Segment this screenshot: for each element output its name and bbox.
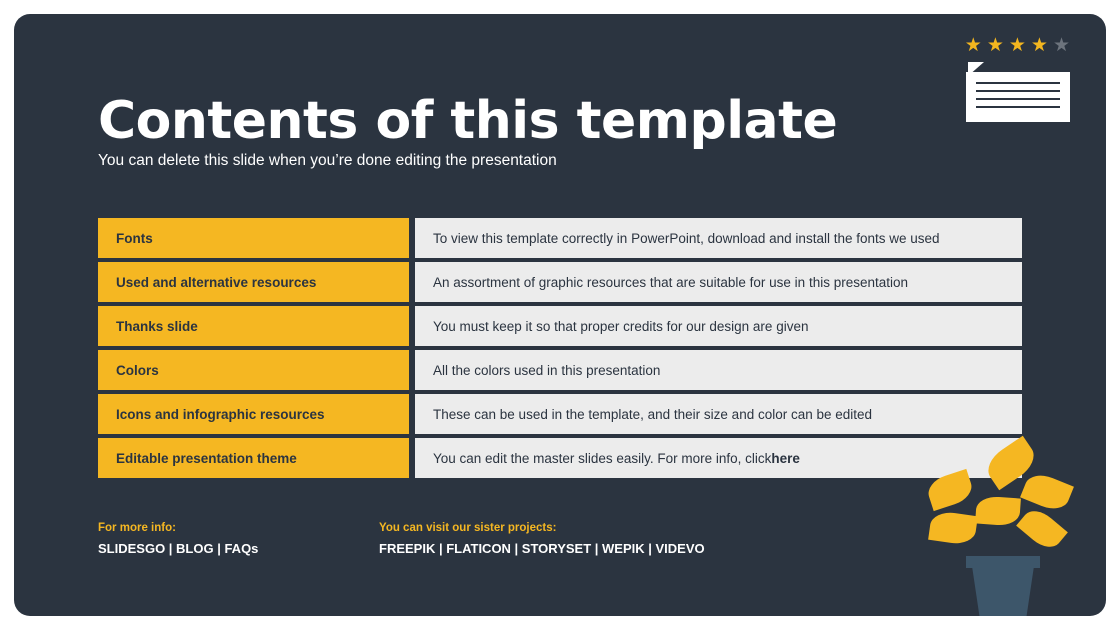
slide-subtitle: You can delete this slide when you’re done editing the presentation — [98, 152, 557, 169]
slide-canvas — [14, 14, 1106, 616]
row-label: Icons and infographic resources — [98, 394, 409, 434]
star-icon: ★ — [1008, 35, 1026, 56]
rating-stars — [965, 36, 1070, 55]
row-label: Colors — [98, 350, 409, 390]
row-description: An assortment of graphic resources that are suitable for use in this presentation — [415, 262, 1022, 302]
footer-left-links[interactable]: SLIDESGO | BLOG | FAQs — [98, 541, 259, 556]
row-label: Thanks slide — [98, 306, 409, 346]
footer-right-links[interactable]: FREEPIK | FLATICON | STORYSET | WEPIK | VIDEVO — [379, 541, 705, 556]
star-icon: ★ — [964, 35, 982, 56]
contents-table — [98, 218, 1022, 482]
footer-right-heading: You can visit our sister projects: — [379, 522, 557, 534]
plant-illustration — [924, 441, 1084, 616]
star-icon-empty: ★ — [1052, 35, 1070, 56]
bubble-line — [976, 98, 1060, 100]
row-label: Editable presentation theme — [98, 438, 409, 478]
row-description: To view this template correctly in PowerPoint, download and install the fonts we used — [415, 218, 1022, 258]
leaf-icon — [928, 510, 978, 546]
footer-left-heading: For more info: — [98, 522, 176, 534]
row-description: You must keep it so that proper credits for our design are given — [415, 306, 1022, 346]
leaf-icon — [975, 495, 1021, 526]
footer-sister-projects — [379, 522, 705, 556]
leaf-icon — [1020, 469, 1074, 514]
row-label: Fonts — [98, 218, 409, 258]
star-icon: ★ — [1030, 35, 1048, 56]
leaf-icon — [924, 469, 975, 511]
bubble-line — [976, 82, 1060, 84]
leaf-icon — [1016, 504, 1068, 554]
table-row — [98, 218, 1022, 258]
row-description: All the colors used in this presentation — [415, 350, 1022, 390]
footer-more-info — [98, 522, 258, 556]
table-row — [98, 394, 1022, 434]
here-link[interactable]: here — [771, 450, 800, 466]
table-row — [98, 306, 1022, 346]
star-icon: ★ — [986, 35, 1004, 56]
row-label: Used and alternative resources — [98, 262, 409, 302]
speech-bubble-icon — [966, 62, 1070, 122]
table-row — [98, 262, 1022, 302]
bubble-body — [966, 72, 1070, 122]
page-title: Contents of this template — [98, 90, 838, 151]
bubble-line — [976, 106, 1060, 108]
table-row — [98, 350, 1022, 390]
row-description-text: You can edit the master slides easily. For more info, click — [433, 450, 772, 466]
row-description: These can be used in the template, and their size and color can be edited — [415, 394, 1022, 434]
table-row — [98, 438, 1022, 478]
pot-body — [972, 566, 1034, 616]
bubble-line — [976, 90, 1060, 92]
